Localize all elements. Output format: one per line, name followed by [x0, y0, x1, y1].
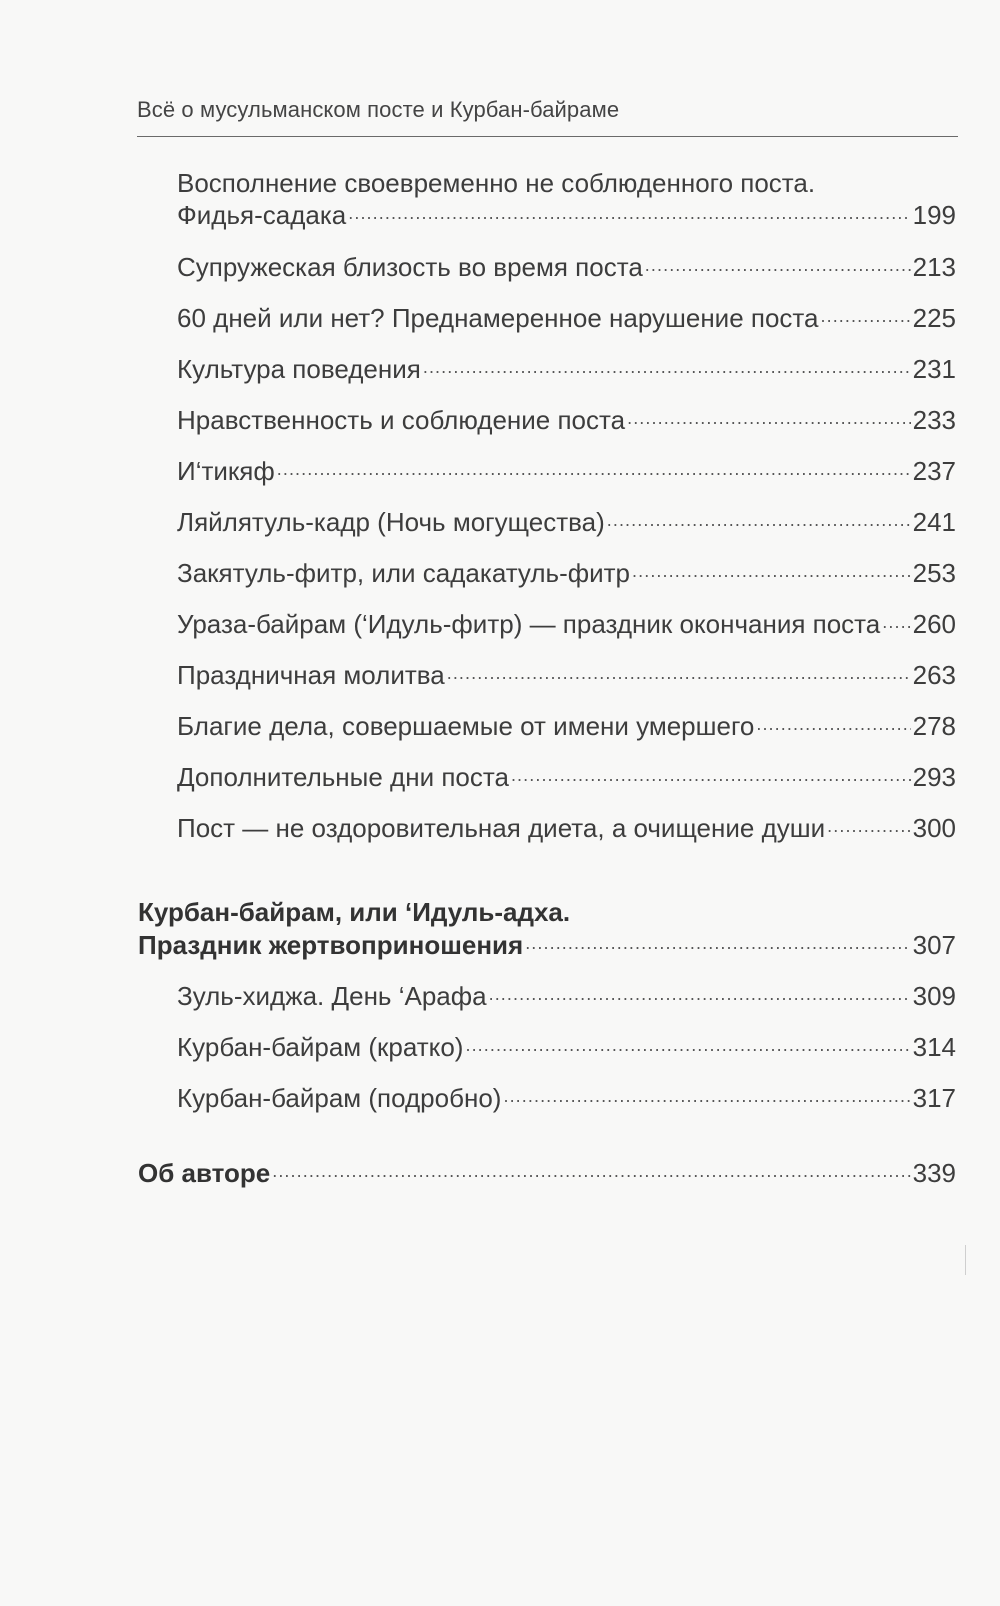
- toc-entry-page: 309: [912, 981, 956, 1011]
- page-edge-mark: [965, 1245, 966, 1275]
- toc-entry[interactable]: [177, 507, 956, 537]
- running-head: Всё о мусульманском посте и Курбан-байраме: [137, 97, 620, 122]
- toc-entry-title: Закятуль-фитр, или садакатуль-фитр: [177, 558, 631, 588]
- dot-leader: [827, 817, 910, 837]
- toc-entry-title: Праздничная молитва: [177, 660, 445, 690]
- dot-leader: [627, 409, 911, 429]
- section-page: 339: [912, 1158, 956, 1188]
- toc-entry[interactable]: [177, 813, 956, 843]
- dot-leader: [607, 511, 911, 531]
- dot-leader: [503, 1087, 910, 1107]
- dot-leader: [511, 766, 911, 786]
- dot-leader: [423, 358, 911, 378]
- toc-entry[interactable]: [177, 405, 956, 435]
- toc-entry-title: Дополнительные дни поста: [177, 762, 509, 792]
- dot-leader: [489, 985, 911, 1005]
- toc-entry[interactable]: [177, 252, 956, 282]
- header-rule: [137, 136, 958, 137]
- section-page: 307: [912, 930, 956, 960]
- toc-entry-title: Курбан-байрам (кратко): [177, 1032, 464, 1062]
- dot-leader: [632, 562, 911, 582]
- toc-section-entry[interactable]: [138, 930, 956, 960]
- dot-leader: [882, 613, 910, 633]
- toc-section-entry[interactable]: [138, 1158, 956, 1188]
- toc-entry-page: 213: [912, 252, 956, 282]
- section-title-line1: Курбан-байрам, или ‘Идуль-адха.: [138, 897, 571, 927]
- toc-entry-page: 225: [912, 303, 956, 333]
- toc-entry-page: 231: [912, 354, 956, 384]
- toc-entry-page: 278: [912, 711, 956, 741]
- toc-entry-title: Фидья-садака: [177, 200, 347, 230]
- toc-entry[interactable]: [177, 1083, 956, 1113]
- toc-entry-page: 300: [912, 813, 956, 843]
- toc-entry[interactable]: [177, 981, 956, 1011]
- toc-entry[interactable]: [177, 456, 956, 486]
- toc-entry-title: Ляйлятуль-кадр (Ночь могущества): [177, 507, 605, 537]
- dot-leader: [277, 460, 911, 480]
- toc-entry[interactable]: [177, 762, 956, 792]
- toc-entry-title: Пост — не оздоровительная диета, а очищение души: [177, 813, 826, 843]
- dot-leader: [447, 664, 911, 684]
- toc-entry-title: Зуль-хиджа. День ‘Арафа: [177, 981, 487, 1011]
- toc-entry[interactable]: [177, 1032, 956, 1062]
- dot-leader: [645, 256, 911, 276]
- toc-entry-title: Курбан-байрам (подробно): [177, 1083, 502, 1113]
- toc-entry-title: Ураза-байрам (‘Идуль-фитр) — праздник окончания поста: [177, 609, 881, 639]
- toc-entry[interactable]: [177, 609, 956, 639]
- toc-entry-page: 314: [912, 1032, 956, 1062]
- toc-entry[interactable]: [177, 558, 956, 588]
- toc-entry-page: 253: [912, 558, 956, 588]
- dot-leader: [821, 307, 911, 327]
- toc-entry-page: 293: [912, 762, 956, 792]
- toc-entry-page: 199: [912, 200, 956, 230]
- dot-leader: [525, 934, 910, 954]
- toc-entry-title: Супружеская близость во время поста: [177, 252, 643, 282]
- toc-entry[interactable]: [177, 303, 956, 333]
- section-title: Праздник жертвоприношения: [138, 930, 524, 960]
- toc-entry[interactable]: [177, 200, 956, 230]
- toc-entry-page: 260: [912, 609, 956, 639]
- toc-entry[interactable]: [177, 660, 956, 690]
- toc-entry[interactable]: [177, 711, 956, 741]
- toc-entry-page: 317: [912, 1083, 956, 1113]
- toc-entry-title-line1: Восполнение своевременно не соблюденного поста.: [177, 168, 816, 198]
- toc-entry[interactable]: [177, 354, 956, 384]
- toc-entry-title: Культура поведения: [177, 354, 421, 384]
- toc-entry-title: Нравственность и соблюдение поста: [177, 405, 626, 435]
- dot-leader: [756, 715, 910, 735]
- toc-entry-title: Благие дела, совершаемые от имени умершего: [177, 711, 755, 741]
- toc-entry-page: 241: [912, 507, 956, 537]
- section-title: Об авторе: [138, 1158, 271, 1188]
- toc-entry-page: 263: [912, 660, 956, 690]
- toc-entry-page: 237: [912, 456, 956, 486]
- toc-entry-page: 233: [912, 405, 956, 435]
- dot-leader: [348, 204, 910, 224]
- toc-entry-title: 60 дней или нет? Преднамеренное нарушение поста: [177, 303, 819, 333]
- dot-leader: [465, 1036, 910, 1056]
- toc-entry-title: И‘тикяф: [177, 456, 275, 486]
- dot-leader: [272, 1162, 910, 1182]
